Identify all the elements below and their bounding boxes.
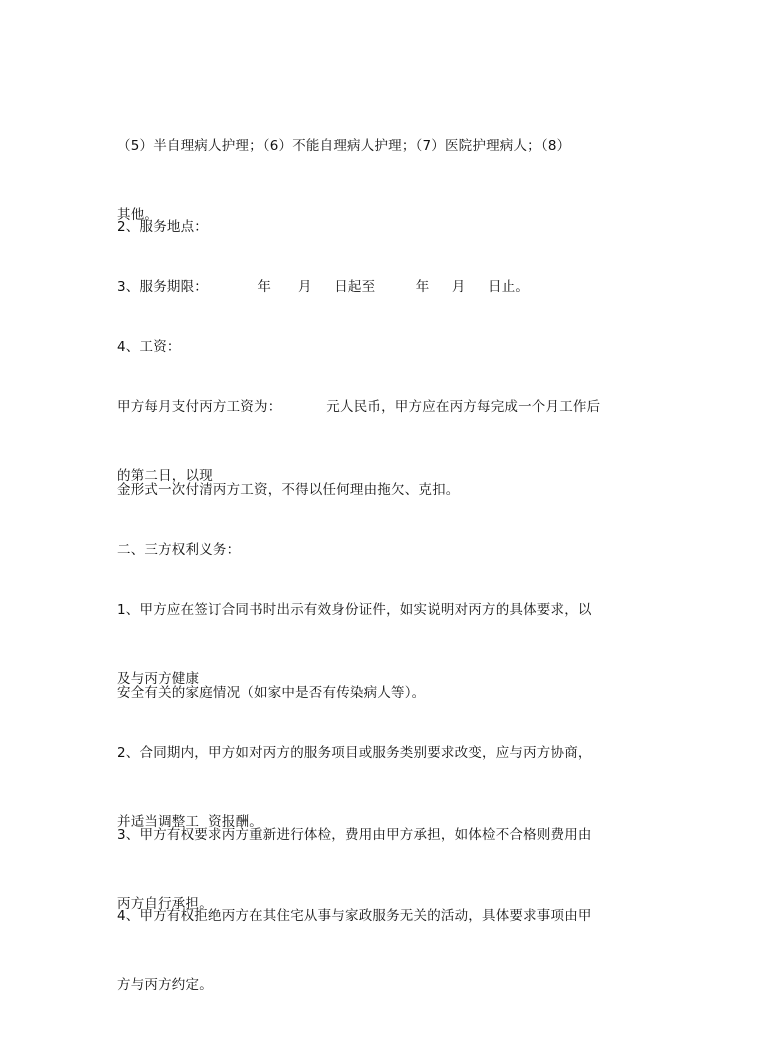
paragraph-clause-4 — [117, 859, 657, 1043]
text-line: 安全有关的家庭情况（如家中是否有传染病人等）。 — [117, 685, 426, 701]
text-line: 甲方每月支付丙方工资为： 元人民币，甲方应在丙方每完成一个月工作后 — [117, 399, 601, 415]
text-line: 并适当调整工 资报酬。 — [117, 814, 263, 830]
text-line: 及与丙方健康 — [117, 671, 200, 687]
text-line: 4、甲方有权拒绝丙方在其住宅从事与家政服务无关的活动，具体要求事项由甲 — [117, 908, 592, 924]
text-line: 2、合同期内，甲方如对丙方的服务项目或服务类别要求改变，应与丙方协商， — [117, 745, 592, 761]
text-line: 4、工资： — [117, 339, 181, 355]
text-line: 二、三方权利义务： — [117, 542, 241, 558]
text-line: 方与丙方约定。 — [117, 977, 213, 993]
text-line: 丙方自行承担。 — [117, 896, 213, 912]
text-line: 3、甲方有权要求丙方重新进行体检，费用由甲方承担，如体检不合格则费用由 — [117, 827, 592, 843]
text-line: 3、服务期限： 年 月 日起至 年 月 日止。 — [117, 279, 530, 295]
text-line: 金形式一次付清丙方工资，不得以任何理由拖欠、克扣。 — [117, 482, 460, 498]
text-line: 的第二日，以现 — [117, 468, 213, 484]
text-line: 其他。 — [117, 207, 159, 223]
text-line: 2、服务地点： — [117, 219, 208, 235]
text-line: （5）半自理病人护理；（6）不能自理病人护理；（7）医院护理病人；（8） — [117, 138, 571, 154]
text-line: 1、甲方应在签订合同书时出示有效身份证件，如实说明对丙方的具体要求，以 — [117, 602, 592, 618]
